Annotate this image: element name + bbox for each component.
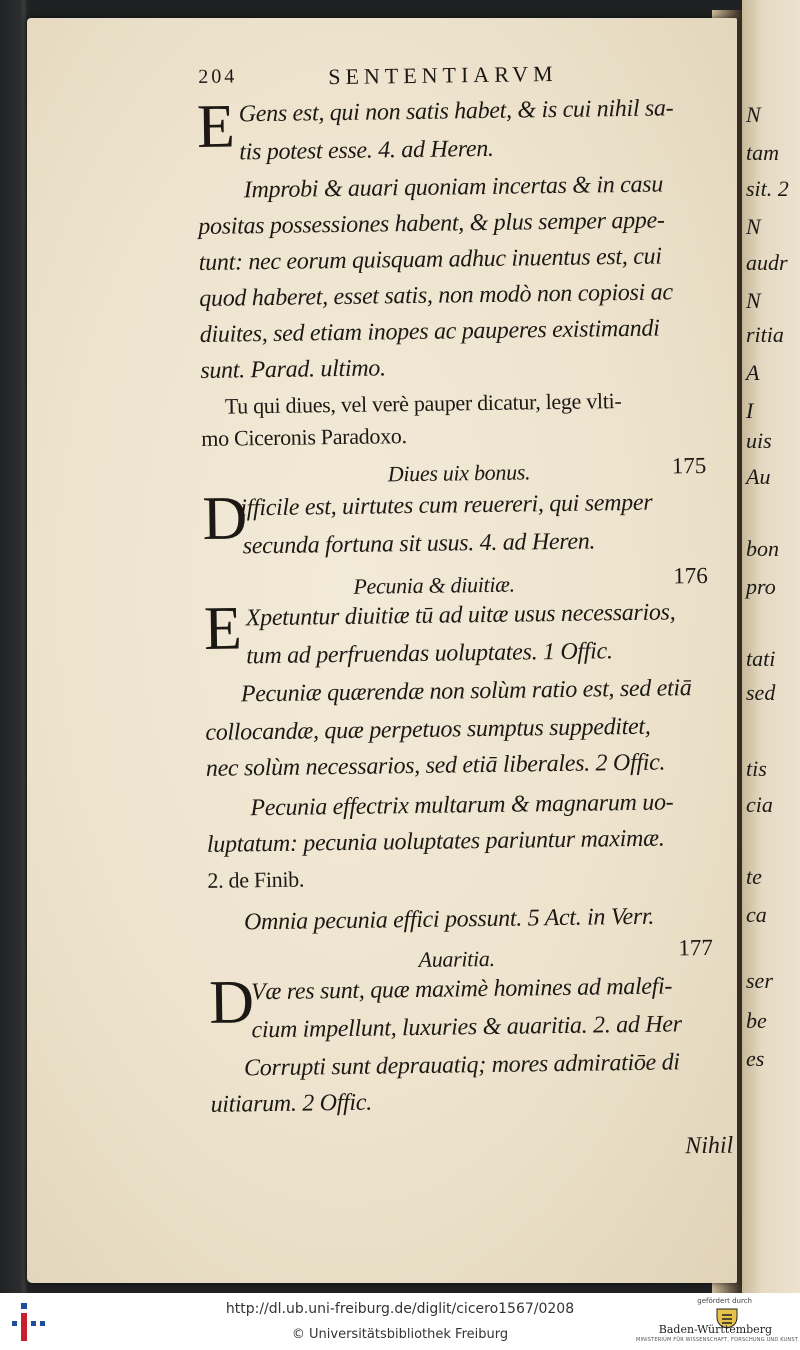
facing-fragment: Au <box>746 464 771 489</box>
text-line: sunt. Parad. ultimo. <box>200 355 386 384</box>
text-line: Væ res sunt, quæ maximè homines ad malefi- <box>250 973 673 1006</box>
ministry-name: MINISTERIUM FÜR WISSENSCHAFT, FORSCHUNG UND KUNST <box>635 1337 798 1343</box>
page-number: 204 <box>198 65 238 88</box>
text-line: secunda fortuna sit usus. 4. ad Heren. <box>242 528 596 560</box>
text-line: tunt: nec eorum quisquam adhuc inuentus est, cui <box>198 243 662 276</box>
facing-fragment: N <box>746 102 761 127</box>
facing-fragment: be <box>746 1008 767 1033</box>
sponsor-label: gefördert durch <box>697 1297 752 1305</box>
section-number: 176 <box>673 562 708 589</box>
facing-fragment: tati <box>746 646 776 671</box>
section-heading: Diues uix bonus. <box>387 459 531 487</box>
facing-fragment: A <box>746 360 760 385</box>
drop-cap: D <box>208 968 255 1037</box>
drop-cap: D <box>201 484 248 553</box>
text-line: ifficile est, uirtutes cum reuereri, qui semper <box>240 489 653 522</box>
catchword: Nihil <box>685 1132 734 1160</box>
facing-fragment: sit. 2 <box>746 176 789 201</box>
text-line: cium impellunt, luxuries & auaritia. 2. ad Her <box>251 1011 682 1044</box>
document-url[interactable]: http://dl.ub.uni-freiburg.de/diglit/cicero1567/0208 <box>225 1301 575 1317</box>
facing-fragment: tis <box>746 756 767 781</box>
facing-fragment: tam <box>746 140 779 165</box>
facing-fragment: cia <box>746 792 773 817</box>
text-line: Omnia pecunia effici possunt. 5 Act. in Verr. <box>243 903 655 936</box>
facing-fragment: N <box>746 214 761 239</box>
text-line: Improbi & auari quoniam incertas & in casu <box>243 171 664 204</box>
text-line: Pecuniæ quærendæ non solùm ratio est, sed etiā <box>240 675 692 708</box>
text-line: quod haberet, esset satis, non modò non copiosi ac <box>199 279 673 312</box>
facing-fragment: te <box>746 864 762 889</box>
text-line: tum ad perfruendas uoluptates. 1 Offic. <box>246 638 613 670</box>
text-line: diuites, sed etiam inopes ac pauperes existimandi <box>199 315 660 348</box>
text-line: Tu qui diues, vel verè pauper dicatur, lege vlti- <box>224 388 622 419</box>
drop-cap: E <box>196 92 236 161</box>
text-line: luptatum: pecunia uoluptates pariuntur maximæ. <box>206 825 665 858</box>
facing-page <box>742 0 800 1293</box>
text-line: collocandæ, quæ perpetuos sumptus suppeditet, <box>205 713 651 746</box>
facing-fragment: bon <box>746 536 779 561</box>
section-number: 175 <box>671 452 707 479</box>
text-line: uitiarum. 2 Offic. <box>210 1089 373 1118</box>
text-line: mo Ciceronis Paradoxo. <box>201 423 407 451</box>
facing-fragment: audr <box>746 250 788 275</box>
facing-fragment: es <box>746 1046 765 1071</box>
facing-fragment: ser <box>746 968 773 993</box>
viewer-footer <box>0 1293 800 1350</box>
facing-fragment: ca <box>746 902 767 927</box>
text-line: tis potest esse. 4. ad Heren. <box>239 135 494 166</box>
text-line: nec solùm necessarios, sed etiā liberales. 2 Offic. <box>205 749 666 782</box>
copyright-notice: © Universitätsbibliothek Freiburg <box>291 1327 509 1342</box>
section-heading: Auaritia. <box>418 945 495 972</box>
sponsor-name: Baden-Württemberg <box>658 1323 772 1336</box>
text-line: Corrupti sunt deprauatiq; mores admiratiōe di <box>243 1049 680 1082</box>
running-head: SENTENTIARVM <box>328 60 558 90</box>
facing-fragment: sed <box>746 680 776 705</box>
drop-cap: E <box>203 594 243 663</box>
text-line: positas possessiones habent, & plus semper appe- <box>198 207 665 240</box>
facing-fragment: I <box>746 398 754 423</box>
text-line: Gens est, qui non satis habet, & is cui nihil sa- <box>238 95 674 128</box>
section-number: 177 <box>678 934 714 961</box>
facing-fragment: uis <box>746 428 772 453</box>
facing-fragment: ritia <box>746 322 784 347</box>
section-heading: Pecunia & diuitiæ. <box>353 571 515 599</box>
text-line: 2. de Finib. <box>207 866 305 893</box>
text-line: Xpetuntur diuitiæ tū ad uitæ usus necessarios, <box>245 599 676 632</box>
text-line: Pecunia effectrix multarum & magnarum uo- <box>250 789 674 822</box>
facing-fragment: N <box>746 288 761 313</box>
facing-fragment: pro <box>746 574 776 599</box>
